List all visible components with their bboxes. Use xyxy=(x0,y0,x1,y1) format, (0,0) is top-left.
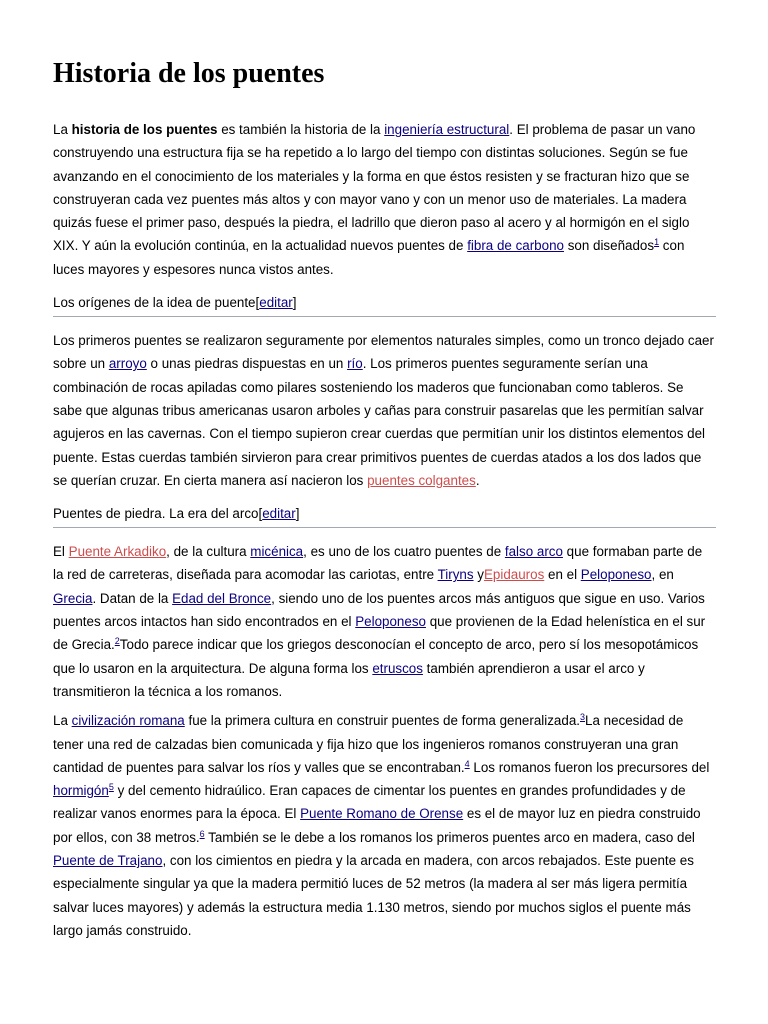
link-puente-romano-de-orense[interactable]: Puente Romano de Orense xyxy=(300,806,464,822)
section2-paragraph-2 xyxy=(53,709,716,942)
text-run: Los romanos fueron los precursores del xyxy=(469,759,710,775)
text-run: Los primeros puentes se realizaron seguramente por elementos naturales simples, como un tronco dejado caer sobre un xyxy=(53,333,714,372)
section2-paragraph-1 xyxy=(53,540,716,703)
link-puente-arkadiko[interactable]: Puente Arkadiko xyxy=(68,544,167,560)
link-hormigon[interactable]: hormigón xyxy=(53,783,109,799)
link-arroyo[interactable]: arroyo xyxy=(108,356,147,372)
reference-6[interactable]: 6 xyxy=(199,828,205,839)
link-epidauros[interactable]: Epidauros xyxy=(483,567,545,583)
link-rio[interactable]: río xyxy=(347,356,363,372)
bracket: ] xyxy=(295,506,300,522)
text-run: La necesidad de tener una red de calzadas bien comunicada y fija hizo que los ingenieros romanos construyeran una gran cantidad de puentes para salvar los ríos y valles que se encontraban. xyxy=(53,713,684,775)
link-grecia[interactable]: Grecia xyxy=(53,590,93,606)
text-run: , de la cultura xyxy=(166,544,251,560)
reference-3[interactable]: 3 xyxy=(580,712,586,723)
link-tiryns[interactable]: Tiryns xyxy=(437,567,474,583)
text-run: que provienen de la Edad helenística en el sur de Grecia. xyxy=(53,614,706,653)
edit-link[interactable]: editar xyxy=(259,295,293,311)
text-run: Todo parece indicar que los griegos desconocían el concepto de arco, pero sí los mesopotámicos que lo usaron en la arquitectura. De alguna forma los xyxy=(53,637,699,676)
link-fibra-de-carbono[interactable]: fibra de carbono xyxy=(467,238,564,254)
text-run: que formaban parte de la red de carreteras, diseñada para acomodar las cariotas, entre xyxy=(53,544,703,583)
link-micenica[interactable]: micénica xyxy=(250,544,304,560)
text-run: . Los primeros puentes seguramente serían una combinación de rocas apiladas como pilares sosteniendo los maderos que funcionaban como tableros. Se sabe que algunas tribus americanas usaron arboles y cañas para construir pasarelas que les permitían salvar agujeros en las cavernas. Con el tiempo supieron crear cuerdas que permitían unir los distintos elementos del puente. Estas cuerdas también sirvieron para crear primitivos puentes de cuerdas atados a los dos lados que se querían cruzar. En cierta manera así nacieron los xyxy=(53,356,706,488)
link-peloponeso[interactable]: Peloponeso xyxy=(580,567,652,583)
text-run: o unas piedras dispuestas en un xyxy=(146,356,348,372)
text-run: son diseñados xyxy=(563,238,655,254)
bracket: [ xyxy=(255,295,260,311)
link-etruscos[interactable]: etruscos xyxy=(372,660,423,676)
text-run: La xyxy=(53,713,72,729)
text-run: También se le debe a los romanos los primeros puentes arco en madera, caso del xyxy=(204,829,695,845)
link-edad-del-bronce[interactable]: Edad del Bronce xyxy=(172,590,272,606)
section-heading-origenes xyxy=(53,293,716,317)
reference-5[interactable]: 5 xyxy=(108,782,114,793)
text-run: La xyxy=(53,122,72,137)
text-run: , con los cimientos en piedra y la arcada en madera, con arcos rebajados. Este puente es especialmente singular ya que la madera permitió luces de 52 metros (la madera al ser más ligera permitía salvar luces mayores) y además la estructura media 1.130 metros, siendo por muchos siglos el puente más largo jamás construido. xyxy=(53,853,694,938)
text-run: . El problema de pasar un vano construyendo una estructura fija se ha repetido a lo largo del tiempo con distintas soluciones. Según se fue avanzando en el conocimiento de los materiales y la forma en que éstos resisten y se fracturan hizo que se construyeran cada vez puentes más altos y con mayor vano y con un menor uso de materiales. La madera quizás fuese el primer paso, después la piedra, el ladrillo que dieron paso al acero y al hormigón en el siglo XIX. Y aún la evolución continúa, en la actualidad nuevos puentes de xyxy=(53,122,696,254)
bracket: ] xyxy=(292,295,297,311)
link-peloponeso-2[interactable]: Peloponeso xyxy=(355,614,426,630)
page-title: Historia de los puentes xyxy=(53,58,325,89)
link-ingenieria-estructural[interactable]: ingeniería estructural xyxy=(384,122,510,137)
text-run: con luces mayores y espesores nunca vistos antes. xyxy=(53,238,685,277)
reference-1[interactable]: 1 xyxy=(654,237,660,248)
section-heading-text: Puentes de piedra. La era del arco xyxy=(53,506,259,522)
text-run: , en xyxy=(651,567,674,583)
text-run: , es uno de los cuatro puentes de xyxy=(303,544,505,560)
bracket: [ xyxy=(258,506,263,522)
section-heading-piedra xyxy=(53,504,716,528)
text-run: y xyxy=(473,567,484,583)
link-puentes-colgantes[interactable]: puentes colgantes xyxy=(367,472,476,488)
text-run: es también la historia de la xyxy=(217,122,385,137)
edit-link[interactable]: editar xyxy=(262,506,296,522)
intro-paragraph xyxy=(53,118,716,281)
section-heading-text: Los orígenes de la idea de puente xyxy=(53,295,256,311)
text-run: también aprendieron a usar el arco y transmitieron la técnica a los romanos. xyxy=(53,660,645,699)
text-run: en el xyxy=(544,567,581,583)
text-run: El xyxy=(53,544,69,560)
text-run: es el de mayor luz en piedra construido por ellos, con 38 metros. xyxy=(53,806,701,845)
link-puente-de-trajano[interactable]: Puente de Trajano xyxy=(53,853,163,869)
text-run: fue la primera cultura en construir puentes de forma generalizada. xyxy=(184,713,580,729)
bold-term: historia de los puentes xyxy=(71,122,218,137)
section1-paragraph xyxy=(53,329,716,492)
text-run: . xyxy=(475,472,480,488)
reference-2[interactable]: 2 xyxy=(114,636,120,647)
text-run: . Datan de la xyxy=(92,590,173,606)
text-run: y del cemento hidraúlico. Eran capaces de cimentar los puentes en grandes profundidades y de realizar vanos enormes para la época. El xyxy=(53,783,686,822)
link-falso-arco[interactable]: falso arco xyxy=(504,544,563,560)
link-civilizacion-romana[interactable]: civilización romana xyxy=(71,713,185,729)
reference-4[interactable]: 4 xyxy=(464,758,470,769)
text-run: , siendo uno de los puentes arcos más antiguos que sigue en uso. Varios puentes arcos intactos han sido encontrados en el xyxy=(53,590,705,630)
